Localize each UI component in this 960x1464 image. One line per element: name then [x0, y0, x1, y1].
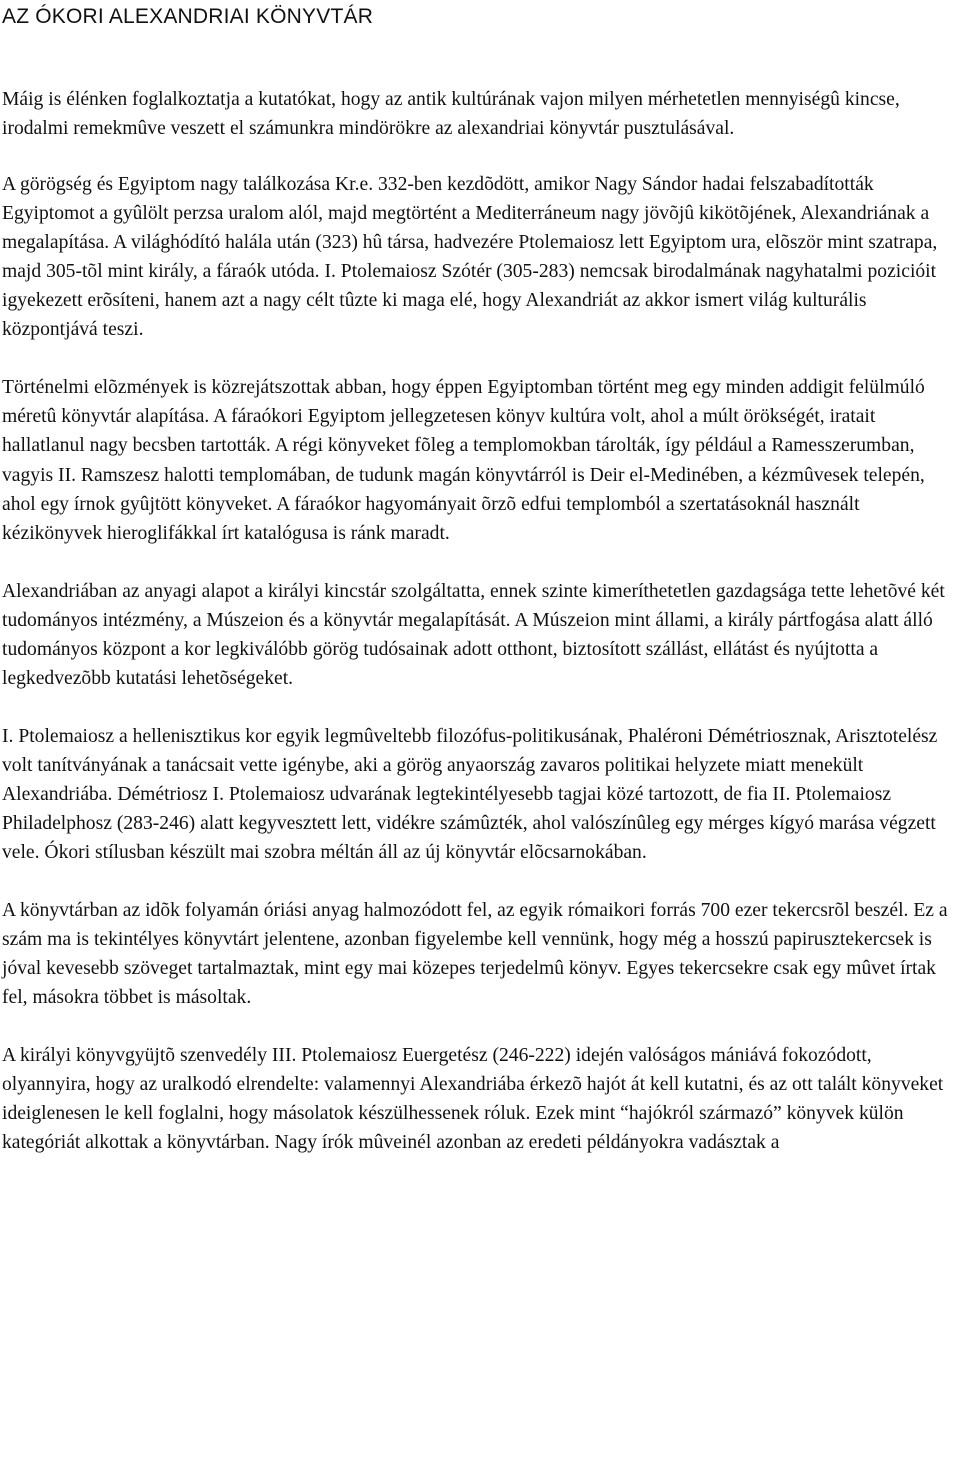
paragraph-acquisition: A királyi könyvgyüjtõ szenvedély III. Ptolemaiosz Euergetész (246-222) idején valóságos mániává fokozódott, olyannyira, hogy az uralkodó elrendelte: valamennyi Alexandriába érkezõ hajót át kell kutatni, és az ott talált könyveket ideiglenesen le kell foglalni, hogy másolatok készülhessenek róluk. Ezek mint “hajókról származó” könyvek külön kategóriát alkottak a könyvtárban. Nagy írók mûveinél azonban az eredeti példányokra vadásztak a — [2, 1045, 944, 1154]
paragraph-demetrios: I. Ptolemaiosz a hellenisztikus kor egyik legmûveltebb filozófus-politikusának, Phaléroni Démétriosznak, Arisztotelész volt tanítványának a tanácsait vette igénybe, aki a görög anyaország zavaros politikai helyzete miatt menekült Alexandriába. Démétriosz I. Ptolemaiosz udvarának legtekintélyesebb tagjai közé tartozott, de fia II. Ptolemaiosz Philadelphosz (283-246) alatt kegyvesztett lett, vidékre számûzték, ahol valószínûleg egy mérges kígyó marása végzett vele. Ókori stílusban készült mai szobra méltán áll az új könyvtár elõcsarnokában. — [2, 725, 938, 864]
paragraph-intro: Máig is élénken foglalkoztatja a kutatókat, hogy az antik kultúrának vajon milyen mérhetetlen mennyiségû kincse, irodalmi remekmûve veszett el számunkra mindörökre az alexandriai könyvtár pusztulásával. — [2, 89, 900, 140]
paragraph-collection: A könyvtárban az idõk folyamán óriási anyag halmozódott fel, az egyik rómaikori forrás 700 ezer tekercsrõl beszél. Ez a szám ma is tekintélyes könyvtárt jelentene, azonban figyelembe kell vennünk, hogy még a hosszú papirusztekercsek is jóval kevesebb szöveget tartalmaztak, mint egy mai közepes terjedelmû könyv. Egyes tekercsekre csak egy mûvet írtak fel, másokra többet is másoltak. — [2, 900, 948, 1009]
paragraph-museion: Alexandriában az anyagi alapot a királyi kincstár szolgáltatta, ennek szinte kimeríthetetlen gazdagsága tette lehetõvé két tudományos intézmény, a Múszeion és a könyvtár megalapítását. A Múszeion mint állami, a király pártfogása alatt álló tudományos központ a kor legkiválóbb görög tudósainak adott otthont, biztosított szállást, ellátást és nyújtotta a legkedvezõbb kutatási lehetõségeket. — [2, 580, 945, 689]
paragraph-history: Történelmi elõzmények is közrejátszottak abban, hogy éppen Egyiptomban történt meg egy minden addigit felülmúló méretû könyvtár alapítása. A fáraókori Egyiptom jellegzetesen könyv kultúra volt, ahol a múlt örökségét, iratait hallatlanul nagy becsben tartották. A régi könyveket fõleg a templomokban tárolták, így például a Ramesszerumban, vagyis II. Ramszesz halotti templomában, de tudunk magán könyvtárról is Deir el-Medinében, a kézmûvesek telepén, ahol egy írnok gyûjtött könyveket. A fáraókor hagyományait õrzõ edfui templomból a szertatásoknál használt kézikönyvek hieroglifákkal írt katalógusa is ránk maradt. — [2, 377, 925, 544]
paragraph-founding: A görögség és Egyiptom nagy találkozása Kr.e. 332-ben kezdõdött, amikor Nagy Sándor hadai felszabadították Egyiptomot a gyûlölt perzsa uralom alól, majd megtörtént a Mediterráneum nagy jövõjû kikötõjének, Alexandriának a megalapítása. A világhódító halála után (323) hû társa, hadvezére Ptolemaiosz lett Egyiptom ura, elõször mint szatrapa, majd 305-tõl mint király, a fáraók utóda. I. Ptolemaiosz Szótér (305-283) nemcsak birodalmának nagyhatalmi pozicióit igyekezett erõsíteni, hanem azt a nagy célt tûzte ki maga elé, hogy Alexandriát az akkor ismert világ kulturális központjává teszi. — [2, 174, 938, 341]
document-title: AZ ÓKORI ALEXANDRIAI KÖNYVTÁR — [2, 5, 374, 28]
